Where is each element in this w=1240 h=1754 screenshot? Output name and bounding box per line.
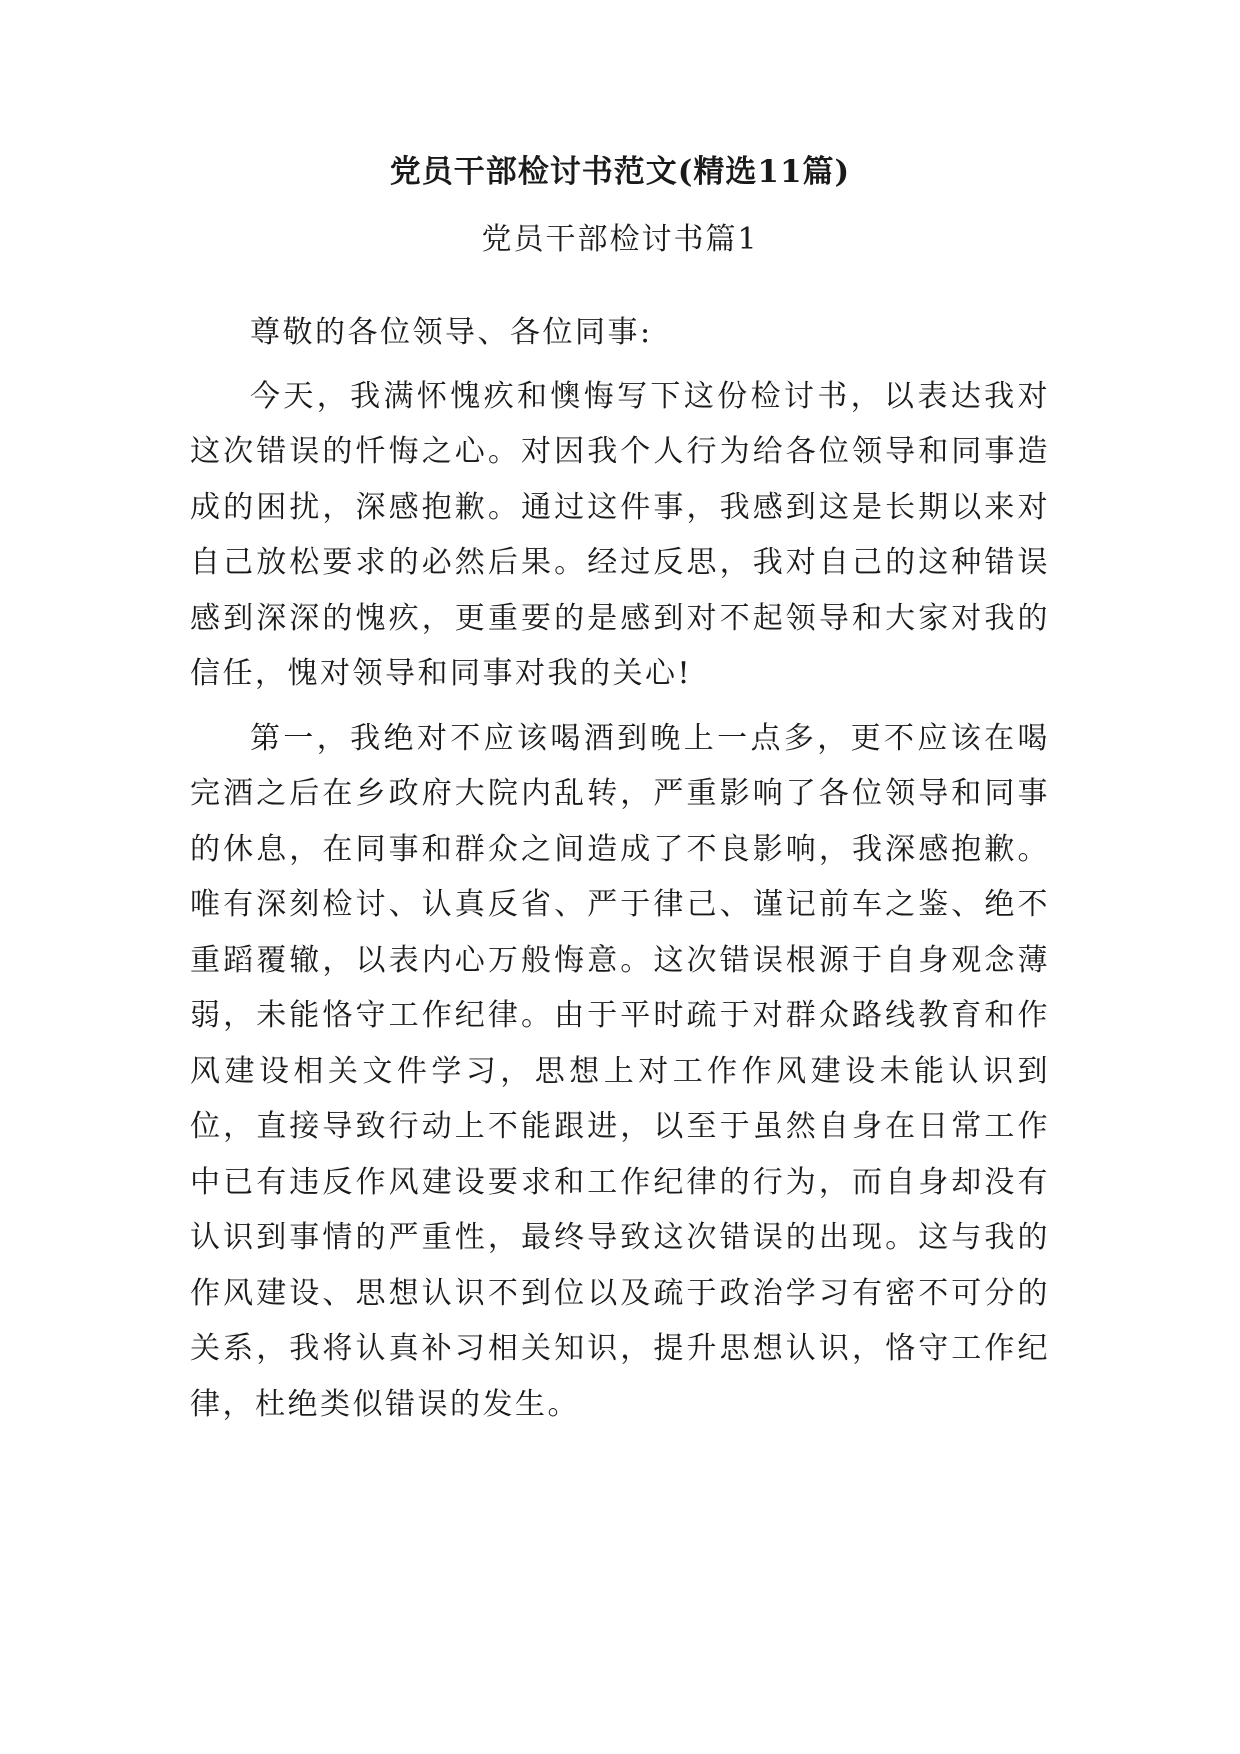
paragraph-1: 今天，我满怀愧疚和懊悔写下这份检讨书，以表达我对这次错误的忏悔之心。对因我个人行为给各位领导和同事造成的困扰，深感抱歉。通过这件事，我感到这是长期以来对自己放松要求的必然后果。经过反思，我对自己的这种错误感到深深的愧疚，更重要的是感到对不起领导和大家对我的信任，愧对领导和同事对我的关心! (190, 378, 1050, 691)
paragraph-2: 第一，我绝对不应该喝酒到晚上一点多，更不应该在喝完酒之后在乡政府大院内乱转，严重影响了各位领导和同事的休息，在同事和群众之间造成了不良影响，我深感抱歉。唯有深刻检讨、认真反省、严于律己、谨记前车之鉴、绝不重蹈覆辙，以表内心万般悔意。这次错误根源于自身观念薄弱，未能恪守工作纪律。由于平时疏于对群众路线教育和作风建设相关文件学习，思想上对工作作风建设未能认识到位，直接导致行动上不能跟进，以至于虽然自身在日常工作中已有违反作风建设要求和工作纪律的行为，而自身却没有认识到事情的严重性，最终导致这次错误的出现。这与我的作风建设、思想认识不到位以及疏于政治学习有密不可分的关系，我将认真补习相关知识，提升思想认识，恪守工作纪律，杜绝类似错误的发生。 (190, 720, 1050, 1422)
document-body (190, 305, 1050, 1441)
document-title: 党员干部检讨书范文(精选11篇) (389, 154, 851, 190)
document-subtitle: 党员干部检讨书篇1 (481, 222, 759, 257)
salutation: 尊敬的各位领导、各位同事: (250, 315, 653, 350)
